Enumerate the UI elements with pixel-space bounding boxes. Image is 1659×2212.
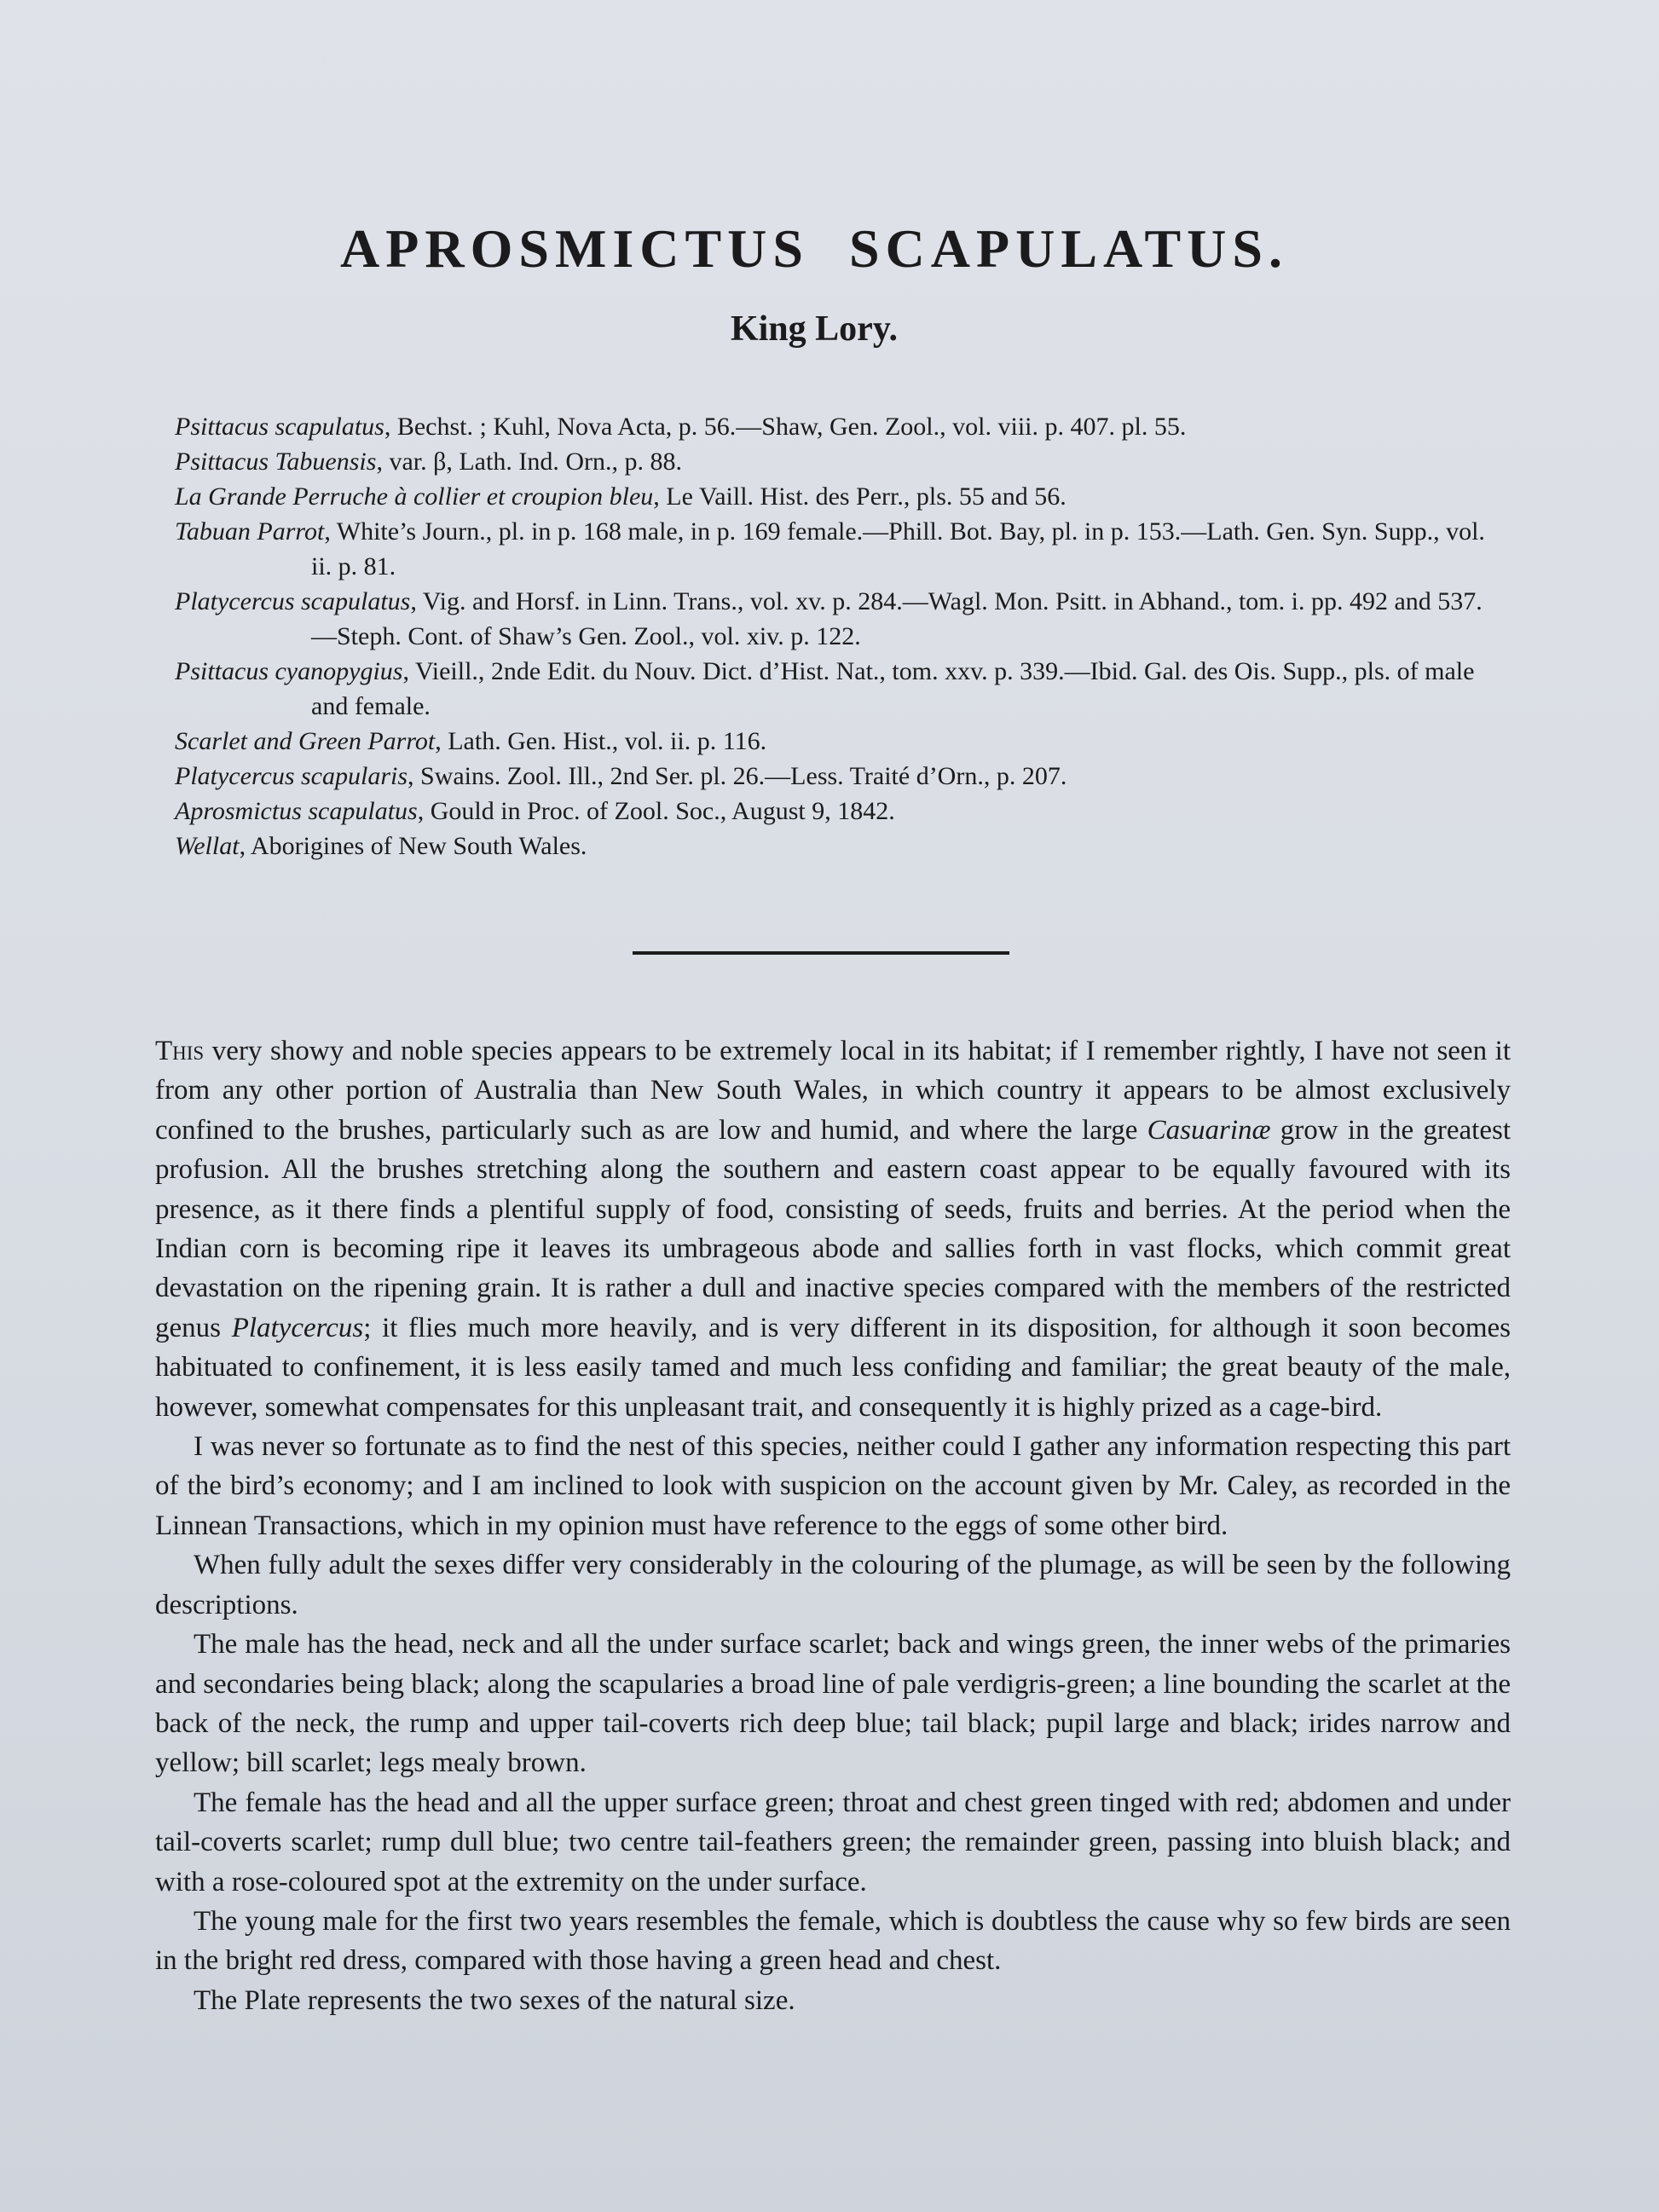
synonym-name: Scarlet and Green Parrot [175, 727, 436, 755]
section-divider [633, 951, 1009, 955]
synonym-entry [175, 409, 1505, 444]
synonym-name: Psittacus cyanopygius [175, 657, 403, 685]
synonym-entry [175, 759, 1505, 794]
synonym-reference: , Vig. and Horsf. in Linn. Trans., vol. xv. p. 284.—Wagl. Mon. Psitt. in Abhand., tom. i. pp. 492 and 537.—Steph. Cont. of Shaw’s Gen. Zool., vol. xiv. p. 122. [311, 587, 1483, 650]
synonym-reference: , Gould in Proc. of Zool. Soc., August 9, 1842. [417, 797, 895, 825]
synonym-reference: , Aborigines of New South Wales. [239, 832, 587, 860]
page-subtitle: King Lory. [730, 309, 899, 349]
paragraph: The male has the head, neck and all the under surface scarlet; back and wings green, the inner webs of the primaries and secondaries being black; along the scapularies a broad line of pale verdigris-green; a line bounding the scarlet at the back of the neck, the rump and upper tail-coverts rich deep blue; tail black; pupil large and black; irides narrow and yellow; bill scarlet; legs mealy brown. [155, 1629, 1511, 1779]
synonym-reference: , Bechst. ; Kuhl, Nova Acta, p. 56.—Shaw, Gen. Zool., vol. viii. p. 407. pl. 55. [384, 413, 1187, 441]
synonym-name: Aprosmictus scapulatus [175, 797, 418, 825]
synonym-reference: , Lath. Gen. Hist., vol. ii. p. 116. [435, 727, 767, 755]
synonym-entry [175, 444, 1505, 479]
paragraph: When fully adult the sexes differ very considerably in the colouring of the plumage, as will be seen by the following descriptions. [155, 1550, 1511, 1620]
synonymy-list [175, 409, 1505, 863]
synonym-entry [175, 479, 1505, 514]
paragraph: The female has the head and all the upper surface green; throat and chest green tinged with red; abdomen and under tail-coverts scarlet; rump dull blue; two centre tail-feathers green; the remainder green, passing into bluish black; and with a rose-coloured spot at the extremity on the under surface. [155, 1787, 1511, 1897]
synonym-reference: , Le Vaill. Hist. des Perr., pls. 55 and 56. [653, 482, 1066, 511]
paragraph-text: ; it flies much more heavily, and is very different in its disposition, for although it soon becomes habituated to confinement, it is less easily tamed and much less confiding and familiar; the great beauty of the male, however, somewhat compensates for this unpleasant trait, and consequently it is highly prized as a cage-bird. [155, 1312, 1511, 1423]
synonym-name: Wellat [175, 832, 240, 860]
synonym-entry [175, 829, 1505, 863]
synonym-name: La Grande Perruche à collier et croupion bleu [175, 482, 654, 511]
synonym-name: Platycercus scapulatus [175, 587, 411, 615]
synonym-entry [175, 514, 1505, 584]
genus-name: Casuarinæ [1147, 1114, 1271, 1146]
paragraph [155, 1031, 1511, 1427]
synonym-reference: , Vieill., 2nde Edit. du Nouv. Dict. d’Hist. Nat., tom. xxv. p. 339.—Ibid. Gal. des Ois. Supp., pls. of male and female. [311, 657, 1475, 720]
genus-name: Platycercus [231, 1312, 364, 1343]
paragraph: I was never so fortunate as to find the nest of this species, neither could I gather any information respecting this part of the bird’s economy; and I am inclined to look with suspicion on the account given by Mr. Caley, as recorded in the Linnean Transactions, which in my opinion must have reference to the eggs of some other bird. [155, 1431, 1511, 1541]
page-title: APROSMICTUS SCAPULATUS. [340, 218, 1288, 279]
synonym-reference: , var. β, Lath. Ind. Orn., p. 88. [376, 448, 682, 476]
synonym-entry [175, 654, 1505, 724]
synonym-name: Tabuan Parrot [175, 517, 325, 546]
synonym-name: Psittacus scapulatus [175, 413, 384, 441]
lead-word: This [155, 1036, 205, 1066]
synonym-name: Psittacus Tabuensis [175, 448, 377, 476]
paragraph-text: very showy and noble species appears to be extremely local in its habitat; if I remember rightly, I have not seen it from any other portion of Australia than New South Wales, in which country it appears to be almost exclusively confined to the brushes, particularly such as are low and humid, and where the large [155, 1036, 1511, 1146]
synonym-reference: , Swains. Zool. Ill., 2nd Ser. pl. 26.—Less. Traité d’Orn., p. 207. [408, 762, 1067, 790]
synonym-entry [175, 724, 1505, 759]
synonym-reference: , White’s Journ., pl. in p. 168 male, in p. 169 female.—Phill. Bot. Bay, pl. in p. 153.—Lath. Gen. Syn. Supp., vol. ii. p. 81. [311, 517, 1485, 580]
body-text [155, 1031, 1511, 2020]
synonym-name: Platycercus scapularis [175, 762, 408, 790]
paragraph: The Plate represents the two sexes of the natural size. [194, 1984, 795, 2016]
paragraph: The young male for the first two years resembles the female, which is doubtless the cause why so few birds are seen in the bright red dress, compared with those having a green head and chest. [155, 1905, 1511, 1977]
paragraph-text: grow in the greatest profusion. All the brushes stretching along the southern and eastern coast appear to be equally favoured with its presence, as it there finds a plentiful supply of food, consisting of seeds, fruits and berries. At the period when the Indian corn is becoming ripe it leaves its umbrageous abode and sallies forth in vast flocks, which commit great devastation on the ripening grain. It is rather a dull and inactive species compared with the members of the restricted genus [155, 1114, 1512, 1343]
synonym-entry [175, 794, 1505, 829]
synonym-entry [175, 584, 1505, 654]
